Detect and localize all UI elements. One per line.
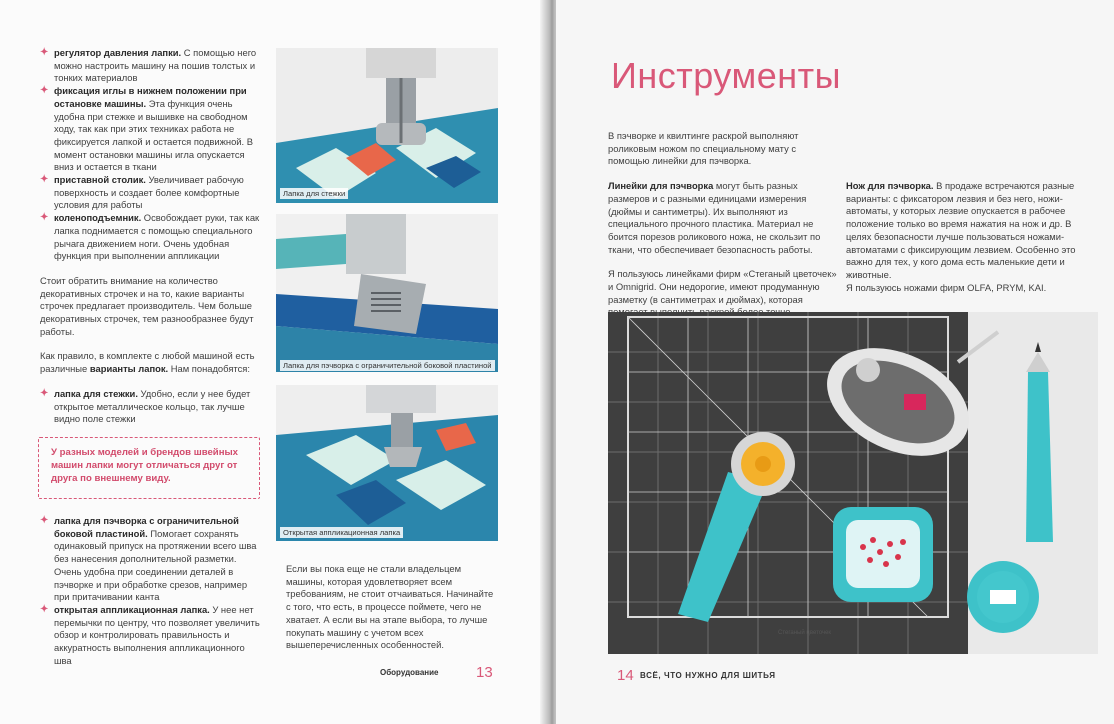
list-item-text: Помогает сохранять одинаковый припуск на протяжении всего шва без нанесения дополнительной разметки. Очень удобна при соединении деталей в пэчворке и при обработке срезов, например при притачивании канта (54, 527, 257, 603)
tip-text: У разных моделей и брендов швейных машин лапки могут отличаться друг от друга по внешнему виду. (51, 447, 239, 484)
footer-section-label: Оборудование (380, 668, 439, 677)
list-item-title: лапка для стежки. (54, 387, 138, 399)
page-number: 13 (476, 664, 493, 681)
feature-list-bottom (40, 515, 262, 667)
paragraph-knife-brands: Я пользуюсь ножами фирм OLFA, PRYM, KAI. (846, 281, 1047, 293)
photo-illustration (276, 385, 498, 541)
column-left (608, 130, 838, 319)
footer-book-title: ВСЁ, ЧТО НУЖНО ДЛЯ ШИТЬЯ (640, 671, 776, 680)
list-item-title: коленоподъемник. (54, 212, 142, 224)
page-number: 14 (617, 667, 634, 684)
feature-list-top (40, 47, 262, 426)
photo-illustration (276, 48, 498, 203)
presser-foot-quilting-photo (276, 48, 498, 203)
photo-caption: Лапка для пэчворка с ограничительной боковой пластиной (280, 360, 495, 371)
list-item-text: У нее нет перемычки по центру, что позволяет увеличить обзор и контролировать правильность и аккуратность выполнения аппликационного шва (54, 603, 260, 666)
list-item (40, 174, 262, 212)
mat-brand-label: Стеганый цветочек (778, 630, 832, 636)
patchwork-foot-photo (276, 214, 498, 372)
list-item-text: С помощью него можно настроить машину на пошив толстых и тонких материалов (54, 47, 257, 84)
applique-foot-photo (276, 385, 498, 541)
list-item-title: фиксация иглы в нижнем положении при остановке машины. (54, 85, 247, 109)
paragraph-bold: Нож для пэчворка. (846, 180, 934, 191)
list-item-title: приставной столик. (54, 174, 146, 186)
photo-caption: Лапка для стежки (280, 188, 348, 199)
diamond-bullet-icon: ✦ (40, 515, 49, 526)
left-page (0, 0, 548, 724)
paragraph-knife (846, 180, 1076, 282)
closing-paragraph: Если вы пока еще не стали владельцем машины, которая удовлетворяет всем требованиям, не стоит отчаиваться. Начинайте с того, что есть, в процессе поймете, чего не хватает. А если вы на этапе выбора, то лучше покупать машину с учетом всех вышеперечисленных особенностей. (286, 563, 494, 651)
paragraph-text: Нам понадобятся: (170, 363, 250, 375)
list-item-text: Освобождает руки, так как лапка поднимается с помощью специального рычага движением ноги. Очень удобная функция при выполнении аппликации (54, 212, 260, 262)
photo-caption: Открытая аппликационная лапка (280, 527, 403, 538)
list-item-text: Удобно, если у нее будет открытое металлическое кольцо, так лучше видно поле стежки (54, 387, 251, 425)
page-title: Инструменты (611, 55, 841, 96)
column-right (846, 130, 1076, 294)
diamond-bullet-icon: ✦ (40, 212, 49, 224)
diamond-bullet-icon: ✦ (40, 603, 49, 615)
list-item-title: регулятор давления лапки. (54, 47, 182, 58)
list-item (40, 388, 262, 426)
list-item (40, 515, 262, 604)
diamond-bullet-icon: ✦ (40, 174, 49, 186)
list-item (40, 604, 262, 668)
diamond-bullet-icon: ✦ (40, 387, 49, 399)
paragraph-text: могут быть разных размеров и с разными единицами измерения (дюймы и сантиметры). Их выполняют из специального прочного пластика. Материал не боится порезов роликового ножа, не скользит по ткани, что обеспечивает безопасность работы. (608, 180, 821, 255)
diamond-bullet-icon: ✦ (40, 85, 49, 97)
paragraph-intro: В пэчворке и квилтинге раскрой выполняют роликовым ножом по специальному мату с помощью линейки для пэчворка. (608, 130, 799, 167)
paragraph-ruler-brands: Я пользуюсь линейками фирм «Стеганый цветочек» и Omnigrid. Они недорогие, имеют продуманную разметку (в сантиметрах и дюймах), которая (608, 268, 837, 305)
list-item (40, 212, 262, 263)
paragraph-text: В продаже встречаются разные варианты: с фиксатором лезвия и без него, ножи-автоматы, у которых лезвие опускается в рабочее положение только во время нажатия на нож и др. В целях безопасности лучше пользоваться ножами-автоматами с фиксирующим лезвием. Особенно это важно для тех, у кого дома есть маленькие дети и животные. (846, 180, 1076, 280)
list-item (40, 47, 262, 85)
paragraph-rulers (608, 180, 838, 256)
diamond-bullet-icon: ✦ (40, 47, 49, 58)
photo-illustration (608, 312, 1098, 654)
tip-box (38, 437, 260, 499)
list-item-title: лапка для пэчворка с ограничительной боковой пластиной. (54, 515, 239, 539)
list-item-text: Увеличивает рабочую поверхность и создает более комфортные условия для работы (54, 174, 244, 211)
list-item (40, 85, 262, 174)
paragraph-bold: варианты лапок. (89, 363, 169, 375)
paragraph-bold: Линейки для пэчворка (608, 180, 714, 192)
photo-illustration (276, 214, 498, 372)
list-item-title: открытая аппликационная лапка. (54, 603, 210, 615)
paragraph-stitches: Стоит обратить внимание на количество декоративных строчек и на то, какие варианты строчек предлагает производитель. Чем больше декоративных строчек, тем разнообразнее будут работы. (40, 274, 254, 337)
paragraph-feet (40, 350, 262, 375)
list-item-text: Эта функция очень удобна при стежке и вышивке на свободном ходу, так как при этих техниках работа не фиксируется лапкой и остается подвижной. В момент остановки машины игла опускается вниз и остается в ткани (54, 97, 253, 173)
paragraph-text: Как правило, в комплекте с любой машиной есть различные (40, 350, 255, 375)
tools-photo (608, 312, 1098, 654)
right-page (556, 0, 1114, 724)
